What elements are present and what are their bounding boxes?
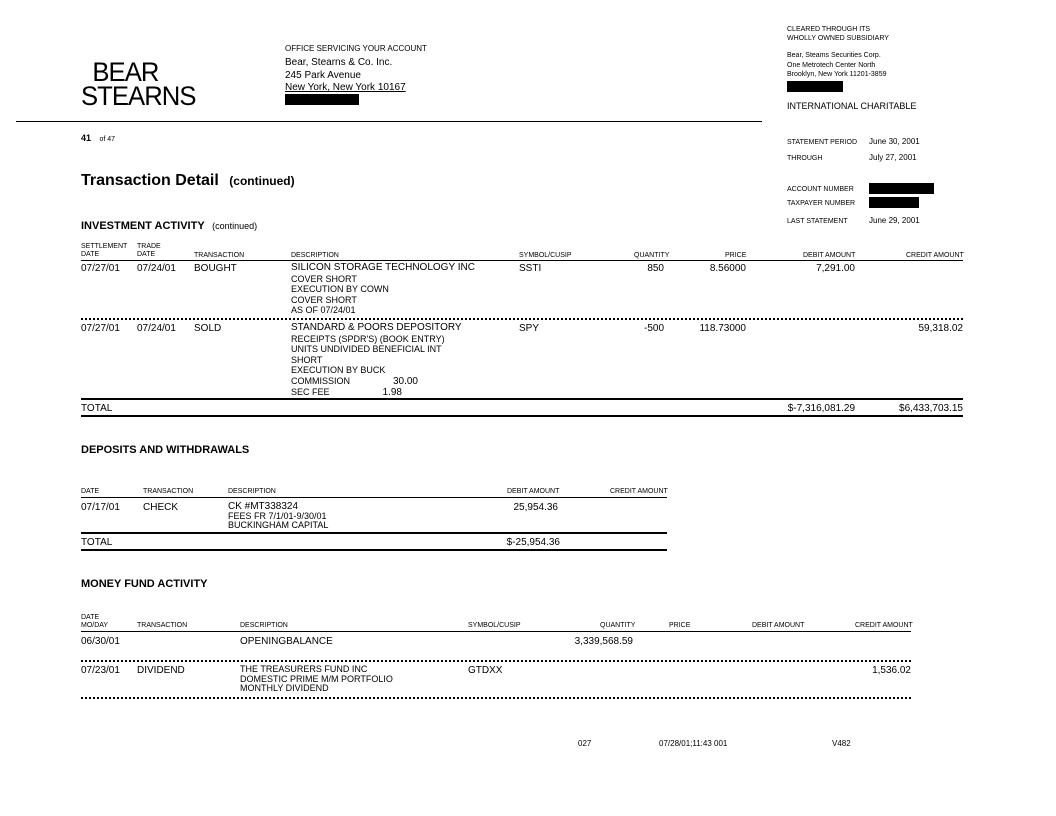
footer-code-2: V482 [832,739,851,748]
col-debit: DEBIT AMOUNT [803,252,856,259]
dep-total-top-rule [81,532,667,534]
dep-total-bottom-rule [81,549,667,551]
dep-row-transaction: CHECK [143,502,179,513]
redaction-block [285,94,359,105]
page-indicator [81,128,115,146]
row2-desc-line: UNITS UNDIVIDED BENEFICIAL INT [291,344,442,354]
row1-desc-line: AS OF 07/24/01 [291,305,356,315]
row-separator [81,697,911,699]
row2-desc-line: EXECUTION BY BUCK [291,365,386,375]
clearing-line-1: CLEARED THROUGH ITS [787,26,871,33]
fee-label: COMMISSION [291,376,351,386]
dep-col-debit: DEBIT AMOUNT [507,488,560,495]
col-transaction: TRANSACTION [194,252,245,259]
dep-total-debit: $-25,954.36 [506,537,560,548]
office-city: New York, New York 10167 [285,82,406,93]
deposits-header-rule [81,497,667,498]
row1-transaction: BOUGHT [194,263,237,274]
row1-price: 8.56000 [709,263,746,274]
row1-desc-line: COVER SHORT [291,294,357,305]
row2-description [291,323,462,376]
logo-line-2: STEARNS [81,81,196,111]
row1-desc-line: EXECUTION BY COWN [291,284,389,294]
through-value: July 27, 2001 [869,153,917,162]
row2-price: 118.73000 [699,323,746,334]
mf-row2-date: 07/23/01 [81,665,120,676]
fee-label: SEC FEE [291,387,330,397]
col-settlement-1: SETTLEMENT [81,243,128,250]
col-settlement-2: DATE [81,251,100,258]
investment-heading-main: INVESTMENT ACTIVITY [81,220,205,232]
mf-row1-date: 06/30/01 [81,636,120,647]
dep-desc-line: BUCKINGHAM CAPITAL [228,520,329,530]
row2-desc-line: STANDARD & POORS DEPOSITORY [291,322,462,333]
mf-row2-transaction: DIVIDEND [137,665,185,676]
taxpayer-number-label: TAXPAYER NUMBER [787,200,856,207]
mf-col-quantity: QUANTITY [600,622,636,629]
row2-quantity: -500 [643,323,664,334]
bear-stearns-logo [81,57,196,111]
row1-debit: 7,291.00 [816,263,855,274]
statement-period-label: STATEMENT PERIOD [787,139,858,146]
row2-transaction: SOLD [194,323,222,334]
row1-settle: 07/27/01 [81,263,120,274]
row2-fee-sec [291,387,330,397]
dep-col-transaction: TRANSACTION [143,488,194,495]
row1-symbol: SSTI [519,263,542,274]
investment-total-credit: $6,433,703.15 [899,403,963,414]
redaction-block [869,183,934,194]
fee-value: 1.98 [382,387,402,398]
mf-col-date-1: DATE [81,614,100,621]
dep-desc-line: CK #MT338324 [228,501,299,512]
clearing-city: Brooklyn, New York 11201-3859 [787,71,887,78]
col-trade-2: DATE [137,251,156,258]
mf-col-credit: CREDIT AMOUNT [855,622,913,629]
redaction-block [787,81,843,92]
row-separator [81,318,963,320]
mf-col-transaction: TRANSACTION [137,622,188,629]
clearing-center: One Metrotech Center North [787,62,876,69]
row2-trade: 07/24/01 [137,323,176,334]
mf-row2-symbol: GTDXX [468,665,503,676]
row2-credit: 59,318.02 [918,323,963,334]
total-top-rule [81,398,963,400]
logo-line-1: BEAR [92,57,159,87]
office-street: 245 Park Avenue [285,70,361,81]
page-title-main: Transaction Detail [81,172,219,189]
mf-desc-line: MONTHLY DIVIDEND [240,683,329,693]
col-description: DESCRIPTION [291,252,339,259]
dep-col-description: DESCRIPTION [228,488,276,495]
page-title-sub: (continued) [229,174,295,188]
last-statement-label: LAST STATEMENT [787,218,848,225]
dep-col-date: DATE [81,488,100,495]
investment-total-label: TOTAL [81,403,113,414]
dep-col-credit: CREDIT AMOUNT [610,488,668,495]
investment-heading [81,216,257,234]
investment-total-debit: $-7,316,081.29 [787,403,855,414]
page-total: of 47 [99,136,116,143]
investment-heading-sub: (continued) [212,221,258,231]
account-number-label: ACCOUNT NUMBER [787,186,854,193]
row-separator [81,660,911,662]
mf-row2-credit: 1,536.02 [872,665,911,676]
row1-trade: 07/24/01 [137,263,176,274]
dep-row-debit: 25,954.36 [513,502,558,513]
col-quantity: QUANTITY [634,252,670,259]
page-number: 41 [81,133,92,143]
col-price: PRICE [725,252,747,259]
mf-col-date-2: MO/DAY [81,622,109,629]
dep-row-date: 07/17/01 [81,502,120,513]
mf-row2-description [240,665,393,694]
redaction-block [869,197,919,208]
footer-timestamp: 07/28/01;11:43 001 [659,739,728,748]
row2-symbol: SPY [519,323,540,334]
page-title [81,172,295,190]
office-label: OFFICE SERVICING YOUR ACCOUNT [285,44,427,53]
mf-desc-line: DOMESTIC PRIME M/M PORTFOLIO [240,673,393,684]
office-name: Bear, Stearns & Co. Inc. [285,57,393,68]
row1-quantity: 850 [647,263,664,274]
investment-header-rule [81,260,963,261]
dep-row-description [228,502,328,531]
footer-code-1: 027 [578,739,592,748]
row1-desc-line: SILICON STORAGE TECHNOLOGY INC [291,262,475,273]
mf-col-description: DESCRIPTION [240,622,288,629]
row1-desc-line: COVER SHORT [291,273,357,284]
deposits-heading: DEPOSITS AND WITHDRAWALS [81,444,250,456]
account-name: INTERNATIONAL CHARITABLE [787,101,917,111]
col-symbol: SYMBOL/CUSIP [519,252,572,259]
mf-row1-quantity: 3,339,568.59 [574,636,633,647]
mf-col-symbol: SYMBOL/CUSIP [468,622,521,629]
mf-row1-description: OPENINGBALANCE [240,636,333,647]
row1-description [291,263,475,316]
through-label: THROUGH [787,155,823,162]
clearing-line-2: WHOLLY OWNED SUBSIDIARY [787,35,889,42]
fee-value: 30.00 [392,376,418,387]
mf-col-price: PRICE [669,622,691,629]
clearing-corp: Bear, Steams Securities Corp. [787,52,881,59]
dep-desc-line: FEES FR 7/1/01-9/30/01 [228,510,327,521]
total-bottom-rule [81,415,963,417]
header-divider [16,121,762,122]
mf-col-debit: DEBIT AMOUNT [752,622,805,629]
row2-desc-line: RECEIPTS (SPDR'S) (BOOK ENTRY) [291,333,445,344]
col-trade-1: TRADE [137,243,161,250]
dep-total-label: TOTAL [81,537,113,548]
money-fund-heading: MONEY FUND ACTIVITY [81,578,208,590]
row2-fee-commission [291,376,350,386]
row2-desc-line: SHORT [291,354,323,365]
row2-settle: 07/27/01 [81,323,120,334]
mf-desc-line: THE TREASURERS FUND INC [240,664,368,674]
col-credit: CREDIT AMOUNT [906,252,964,259]
mf-header-rule [81,631,911,632]
last-statement-value: June 29, 2001 [869,216,920,225]
statement-period-value: June 30, 2001 [869,137,920,146]
